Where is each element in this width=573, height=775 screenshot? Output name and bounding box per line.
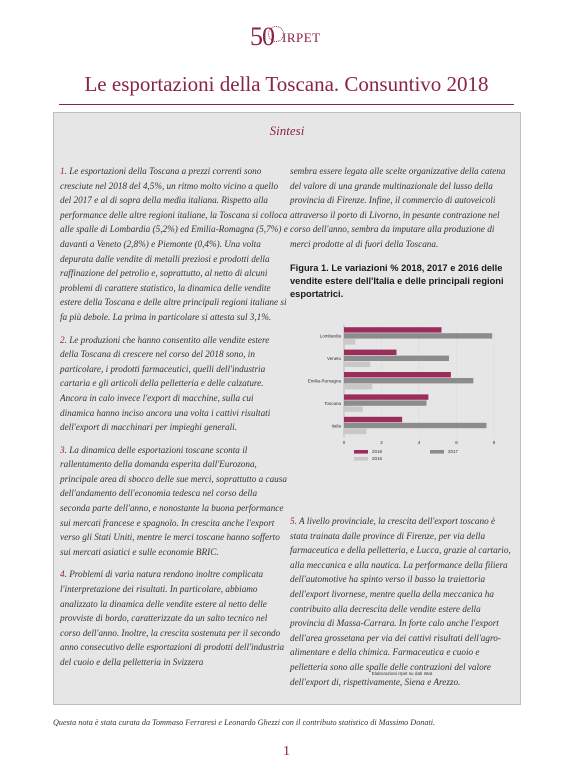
legend-label: 2016 (372, 456, 383, 461)
bar-2017 (344, 378, 473, 383)
bar-2016 (344, 429, 367, 434)
x-tick-label: 4 (417, 440, 421, 445)
category-label: Toscana (324, 400, 341, 406)
title-divider (59, 104, 514, 105)
logo-text: IRPET (282, 30, 321, 45)
page-number: 1 (283, 744, 290, 759)
paragraph-number: 3. (60, 444, 67, 455)
category-label: Italia (331, 423, 341, 429)
summary-left-column (60, 164, 288, 678)
paragraph-number: 4. (60, 569, 67, 580)
paragraph-4 (60, 567, 288, 669)
category-label: Veneto (326, 356, 341, 362)
x-tick-label: 2 (380, 440, 383, 445)
legend-swatch (430, 450, 444, 454)
paragraph-5 (290, 514, 514, 689)
irpet-50-logo (250, 24, 360, 52)
bar-2018 (344, 327, 442, 332)
legend-label: 2017 (448, 449, 459, 454)
x-tick-label: 8 (492, 440, 496, 445)
category-label: Emilia-Romagna (307, 378, 341, 384)
paragraph-number: 5. (290, 516, 297, 526)
paragraph-1 (60, 164, 288, 325)
bar-2018 (344, 372, 451, 377)
bar-2018 (344, 417, 402, 422)
bar-2017 (344, 333, 492, 338)
paragraph-text: Problemi di varia natura rendono inoltre complicata l'interpretazione dei risultati. In particolare, abbiamo analizzato la dinamica delle vendite estere al netto delle provviste di bordo, caratterizzate da un salto tecnico nel corso dell'anno. Inoltre, la crescita sostenuta per il secondo anno consecutivo delle esportazioni di prodotti dell'industria del cuoio e della pelletteria in Svizzera (60, 569, 285, 667)
x-tick-label: 0 (342, 440, 346, 445)
paragraph-3 (60, 443, 288, 560)
summary-heading: Sintesi (269, 123, 305, 138)
legend-label: 2018 (372, 449, 383, 454)
bar-2017 (344, 400, 427, 405)
paragraph-text: Le esportazioni della Toscana a prezzi correnti sono cresciute nel 2018 del 4,5%, un ritmo molto vicino a quello del 2017 e al di sopra della media italiana. Rispetto alla performance delle altre regioni italiane, la Toscana si colloca alle spalle di Lombardia (5,2%) ed Emilia-Romagna (5,7%) e davanti a Veneto (2,8%) e Piemonte (0,4%). Una volta depurata dalle vendite di metalli preziosi e prodotti della raffinazione del petrolio e, soprattutto, al netto di alcuni problemi di carattere statistico, la dinamica delle vendite estere della Toscana e delle altre principali regioni italiane si fa più debole. La prima in particolare si attesta sul 3,1%. (60, 166, 288, 322)
figure-source: Elaborazioni Irpet su dati Istat (371, 671, 433, 676)
category-label: Lombardia (319, 333, 341, 339)
x-tick-label: 6 (455, 440, 458, 445)
legend-swatch (354, 450, 368, 454)
paragraph-2 (60, 333, 288, 435)
paragraph-text: La dinamica delle esportazioni toscane sconta il rallentamento della domanda esperita dall'Eurozona, principale area di sbocco delle sue merci, soprattutto a causa dell'andamento dell'economia tedesca nel corso della seconda parte dell'anno, e nonostante la buona performance sui mercati francese e spagnolo. In crescita anche l'export verso gli Stati Uniti, mentre le merci toscane hanno sofferto sui mercati asiatici e sulle economie BRIC. (60, 444, 287, 557)
figure-title: Figura 1. Le variazioni % 2018, 2017 e 2016 delle vendite estere dell'Italia e delle principali regioni esportatrici. (290, 263, 504, 299)
legend-swatch (354, 457, 368, 461)
summary-right-column-top (290, 164, 514, 260)
bar-2016 (344, 406, 363, 411)
authors-note: Questa nota è stata curata da Tommaso Ferraresi e Leonardo Ghezzi con il contributo statistico di Massimo Donati. (53, 718, 436, 727)
bar-2017 (344, 423, 487, 428)
paragraph-text: Le produzioni che hanno consentito alle vendite estere della Toscana di crescere nel corso del 2018 sono, in particolare, i prodotti farmaceutici, quelli dell'industria cartaria e gli articoli della pelletteria e delle calzature. Ancora in calo invece l'export di macchine, sulla cui dinamica hanno inciso ancora una volta i cattivi risultati dell'export di macchinari per impieghi generali. (60, 334, 271, 433)
paragraph-text: A livello provinciale, la crescita dell'export toscano è stata trainata dalle province di Firenze, per via della farmaceutica e della pelletteria, e Lucca, grazie al cartario, alla meccanica e alla nautica. La performance della filiera dell'automotive ha spinto verso il basso la traiettoria dell'export livornese, mentre quella della meccanica ha contribuito alla decrescita delle vendite estere della provincia di Massa-Carrara. In forte calo anche l'export dell'area grossetana per via dei cattivi risultati dell'agro-alimentare e della chimica. Farmaceutica e cuoio e pelletteria sono alle spalle delle contrazioni del valore dell'export di, rispettivamente, Siena e Arezzo. (290, 516, 511, 687)
paragraph-4-continued: sembra essere legata alle scelte organizzative della catena del valore di una grande multinazionale del lusso della provincia di Firenze. Infine, il commercio di autoveicoli attraverso il porto di Livorno, in pesante contrazione nel corso dell'anno, sembra da imputare alla produzione di merci prodotte al di fuori della Toscana. (290, 166, 506, 249)
bar-2016 (344, 339, 355, 344)
bar-2018 (344, 394, 428, 399)
bar-2016 (344, 362, 370, 367)
bar-2018 (344, 350, 397, 355)
bar-chart-svg (302, 317, 502, 487)
logo-number: 50 (250, 22, 274, 51)
summary-box (53, 112, 521, 705)
page-title: Le esportazioni della Toscana. Consuntivo 2018 (84, 72, 489, 96)
bar-2016 (344, 384, 372, 389)
paragraph-number: 1. (60, 166, 67, 176)
summary-right-column-bottom (290, 514, 514, 697)
bar-2017 (344, 356, 449, 361)
paragraph-number: 2. (60, 334, 67, 345)
